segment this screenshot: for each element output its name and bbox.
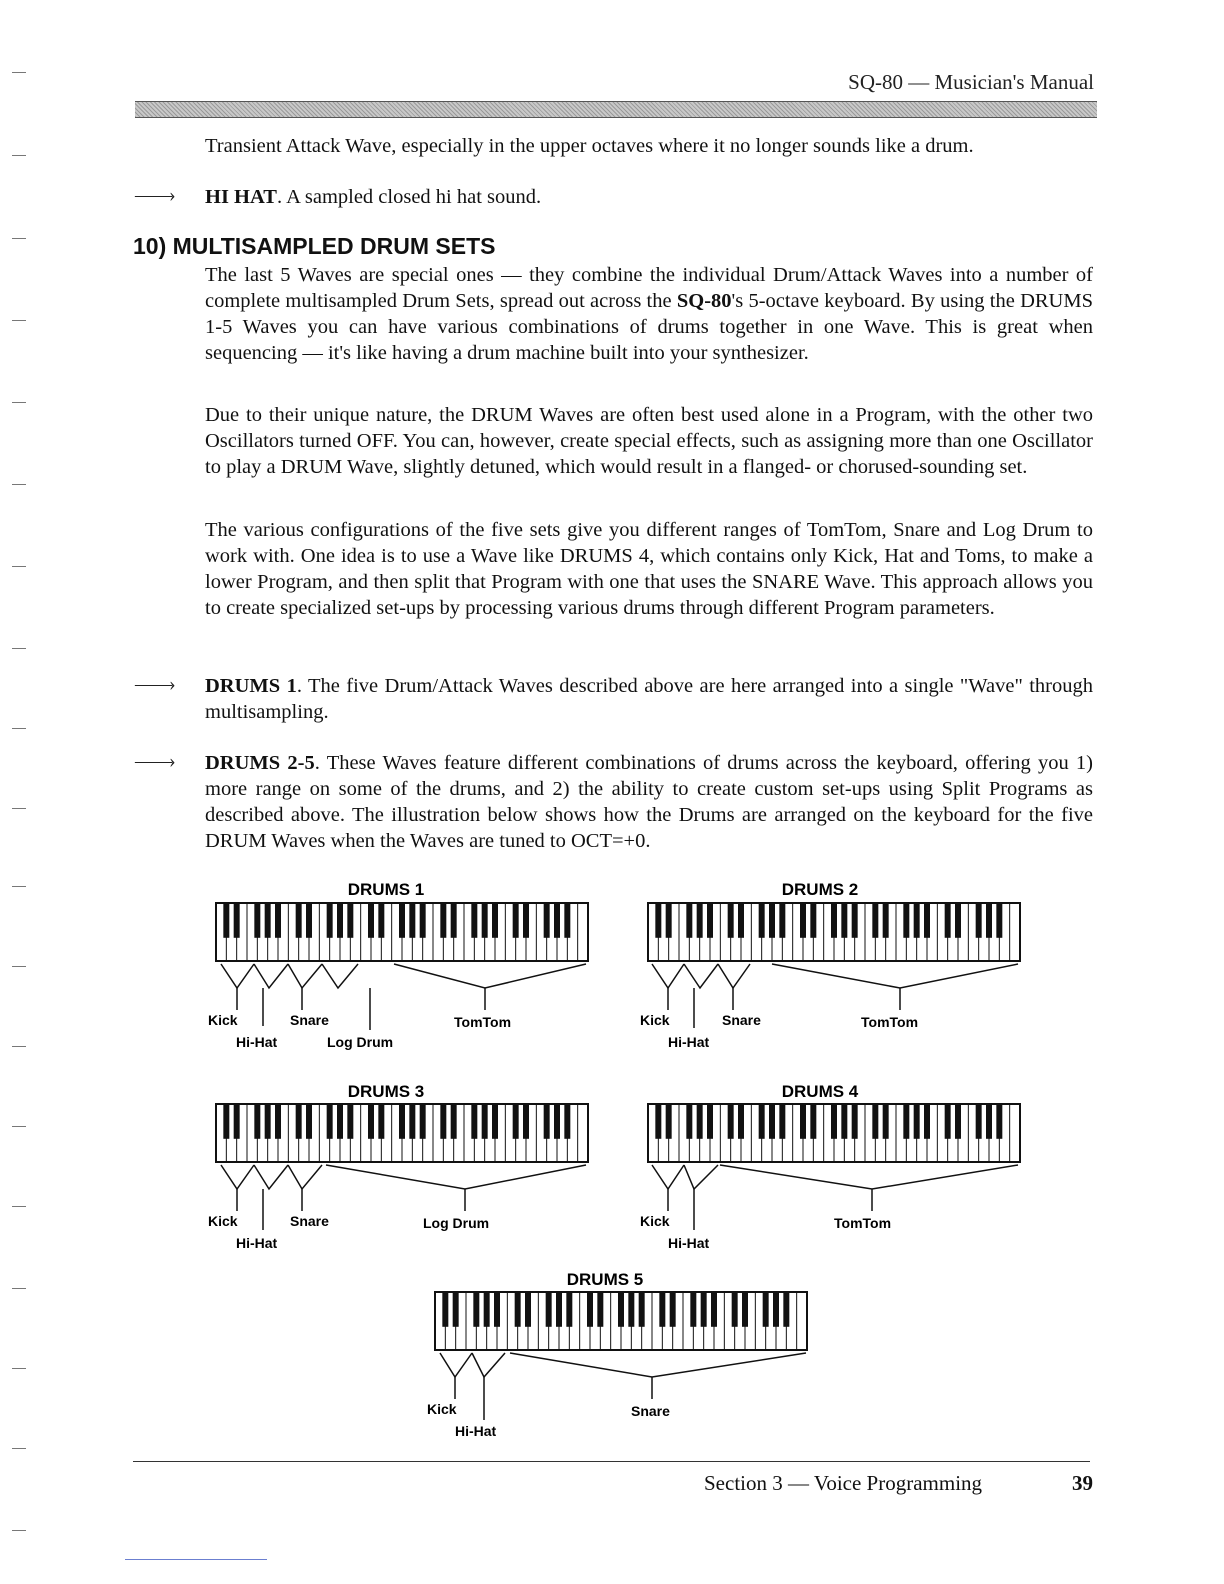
drums-1-term: DRUMS 1 xyxy=(205,675,297,697)
drums-1-label-snare: Snare xyxy=(290,1012,329,1028)
paragraph-configurations: The various configurations of the five sets give you different ranges of TomTom, Snare and Log Drum to work with. One idea is to use a Wave like DRUMS 4, which contains only Kick, Hat and Toms, to make a lower Program, and then split that Program with one that uses the SNARE Wave. This approach allows you to create specialized set-ups by processing various drums through different Program parameters. xyxy=(205,519,1093,619)
black-key xyxy=(484,1292,490,1327)
black-key xyxy=(759,1104,765,1139)
arrow-icon: ——› xyxy=(135,184,173,206)
black-key xyxy=(440,1104,446,1139)
black-key xyxy=(773,1292,779,1327)
black-key xyxy=(347,1104,353,1139)
black-key xyxy=(306,903,312,938)
hi-hat-text: . A sampled closed hi hat sound. xyxy=(276,186,542,208)
black-key xyxy=(872,903,878,938)
drums-1-label-tomtom: TomTom xyxy=(454,1014,512,1030)
drums-2-diagram xyxy=(640,880,1020,1050)
black-key xyxy=(707,903,713,938)
black-key xyxy=(659,1292,665,1327)
black-key xyxy=(914,1104,920,1139)
black-key xyxy=(769,1104,775,1139)
black-key xyxy=(420,903,426,938)
black-key xyxy=(254,1104,260,1139)
black-key xyxy=(810,1104,816,1139)
header-bar xyxy=(135,101,1097,118)
black-key xyxy=(986,1104,992,1139)
black-key xyxy=(903,1104,909,1139)
black-key xyxy=(492,1104,498,1139)
drums-3-title: DRUMS 3 xyxy=(347,1082,425,1101)
section-title: 10) MULTISAMPLED DRUM SETS xyxy=(133,233,496,259)
black-key xyxy=(368,1104,374,1139)
drums-1-diagram xyxy=(208,880,588,1050)
drums-5-label-hi-hat: Hi-Hat xyxy=(455,1423,497,1439)
black-key xyxy=(556,1292,562,1327)
black-key xyxy=(420,1104,426,1139)
black-key xyxy=(234,903,240,938)
hi-hat-term: HI HAT xyxy=(205,186,277,208)
intro-paragraph: Transient Attack Wave, especially in the upper octaves where it no longer sounds like a drum. xyxy=(205,135,974,157)
black-key xyxy=(976,1104,982,1139)
black-key xyxy=(707,1104,713,1139)
drums-5-label-snare: Snare xyxy=(631,1403,670,1419)
black-key xyxy=(728,903,734,938)
black-key xyxy=(368,903,374,938)
black-key xyxy=(378,903,384,938)
black-key xyxy=(769,903,775,938)
black-key xyxy=(759,903,765,938)
arrow-icon: ——› xyxy=(135,673,173,695)
arrow-icon: ——› xyxy=(135,750,173,772)
drums-2-label-snare: Snare xyxy=(722,1012,761,1028)
para1-before: The last 5 Waves are special ones — they combine the individual Drum/Attack Waves into a number of complete multisampled Drum Sets, spread out across the xyxy=(205,264,1093,312)
black-key xyxy=(655,903,661,938)
black-key xyxy=(666,1104,672,1139)
paragraph-drum-waves-usage: Due to their unique nature, the DRUM Waves are often best used alone in a Program, with the other two Oscillators turned OFF. You can, however, create special effects, such as assigning more than one Oscillator to play a DRUM Wave, slightly detuned, which would result in a flanged- or chorused-sounding set. xyxy=(205,404,1093,478)
black-key xyxy=(831,903,837,938)
black-key xyxy=(513,903,519,938)
footer-section: Section 3 — Voice Programming xyxy=(704,1471,983,1495)
black-key xyxy=(945,1104,951,1139)
black-key xyxy=(686,1104,692,1139)
black-key xyxy=(296,1104,302,1139)
black-key xyxy=(742,1292,748,1327)
black-key xyxy=(223,903,229,938)
drums-5-diagram xyxy=(427,1270,807,1439)
black-key xyxy=(697,1104,703,1139)
black-key xyxy=(670,1292,676,1327)
drums-2-title: DRUMS 2 xyxy=(781,880,859,899)
black-key xyxy=(566,1292,572,1327)
black-key xyxy=(513,1104,519,1139)
drums-1-text: . The five Drum/Attack Waves described above are here arranged into a single "Wave" through multisampling. xyxy=(205,675,1093,723)
black-key xyxy=(701,1292,707,1327)
page-number: 39 xyxy=(1072,1471,1093,1495)
black-key xyxy=(779,1104,785,1139)
black-key xyxy=(327,1104,333,1139)
drums-3-label-snare: Snare xyxy=(290,1213,329,1229)
black-key xyxy=(525,1292,531,1327)
black-key xyxy=(347,903,353,938)
black-key xyxy=(554,903,560,938)
black-key xyxy=(618,1292,624,1327)
black-key xyxy=(655,1104,661,1139)
drums-2-5-text: . These Waves feature different combinations of drums across the keyboard, offering you 1) more range on some of the drums, and 2) the ability to create custom set-ups using Split Programs as described above. The illustration below shows how the Drums are arranged on the keyboard for the five DRUM Waves when the Waves are tuned to OCT=+0. xyxy=(205,752,1094,852)
drum-keyboard-figure xyxy=(200,870,1040,1450)
black-key xyxy=(800,903,806,938)
black-key xyxy=(378,1104,384,1139)
black-key xyxy=(831,1104,837,1139)
drums-3-keyboard xyxy=(216,1104,588,1162)
drums-1-label-hi-hat: Hi-Hat xyxy=(236,1034,278,1050)
drums-5-keyboard xyxy=(435,1292,807,1350)
drums-2-5-item xyxy=(205,750,1093,854)
black-key xyxy=(883,1104,889,1139)
drums-4-keyboard xyxy=(648,1104,1020,1162)
black-key xyxy=(554,1104,560,1139)
black-key xyxy=(711,1292,717,1327)
drums-3-label-log-drum: Log Drum xyxy=(423,1215,490,1231)
black-key xyxy=(955,903,961,938)
black-key xyxy=(482,1104,488,1139)
drums-5-title: DRUMS 5 xyxy=(566,1270,644,1289)
para1-after: 's 5-octave keyboard. By using the DRUMS 1-5 Waves you can have various combinations of drums together in one Wave. This is great when sequencing — it's like having a drum machine built into your synthesizer. xyxy=(205,290,1093,364)
black-key xyxy=(494,1292,500,1327)
black-key xyxy=(265,903,271,938)
black-key xyxy=(779,903,785,938)
black-key xyxy=(903,903,909,938)
black-key xyxy=(639,1292,645,1327)
drums-3-diagram xyxy=(208,1082,588,1251)
black-key xyxy=(471,1104,477,1139)
black-key xyxy=(841,1104,847,1139)
black-key xyxy=(996,903,1002,938)
drum-keyboard-diagrams xyxy=(200,870,1040,1450)
paragraph-multisampled-intro xyxy=(205,262,1093,366)
black-key xyxy=(492,903,498,938)
black-key xyxy=(473,1292,479,1327)
black-key xyxy=(945,903,951,938)
drums-1-title: DRUMS 1 xyxy=(347,880,425,899)
drums-4-label-kick: Kick xyxy=(640,1213,670,1229)
black-key xyxy=(223,1104,229,1139)
black-key xyxy=(872,1104,878,1139)
black-key xyxy=(924,903,930,938)
black-key xyxy=(783,1292,789,1327)
black-key xyxy=(852,1104,858,1139)
black-key xyxy=(587,1292,593,1327)
black-key xyxy=(800,1104,806,1139)
black-key xyxy=(628,1292,634,1327)
black-key xyxy=(841,903,847,938)
black-key xyxy=(976,903,982,938)
black-key xyxy=(597,1292,603,1327)
black-key xyxy=(442,1292,448,1327)
black-key xyxy=(697,903,703,938)
black-key xyxy=(265,1104,271,1139)
drums-5-label-kick: Kick xyxy=(427,1401,457,1417)
black-key xyxy=(852,903,858,938)
drums-2-keyboard xyxy=(648,903,1020,961)
drums-4-label-tomtom: TomTom xyxy=(834,1215,892,1231)
drums-4-diagram xyxy=(640,1082,1020,1251)
drums-4-label-hi-hat: Hi-Hat xyxy=(668,1235,710,1251)
black-key xyxy=(337,1104,343,1139)
drums-1-item xyxy=(205,673,1093,725)
black-key xyxy=(732,1292,738,1327)
black-key xyxy=(564,1104,570,1139)
drums-2-label-tomtom: TomTom xyxy=(861,1014,919,1030)
black-key xyxy=(564,903,570,938)
black-key xyxy=(763,1292,769,1327)
black-key xyxy=(409,903,415,938)
black-key xyxy=(546,1292,552,1327)
black-key xyxy=(883,903,889,938)
black-key xyxy=(451,903,457,938)
black-key xyxy=(409,1104,415,1139)
footer-rule xyxy=(133,1461,1090,1462)
black-key xyxy=(327,903,333,938)
black-key xyxy=(914,903,920,938)
black-key xyxy=(275,903,281,938)
black-key xyxy=(453,1292,459,1327)
black-key xyxy=(955,1104,961,1139)
drums-4-title: DRUMS 4 xyxy=(781,1082,859,1101)
black-key xyxy=(275,1104,281,1139)
black-key xyxy=(986,903,992,938)
black-key xyxy=(471,903,477,938)
black-key xyxy=(399,903,405,938)
black-key xyxy=(728,1104,734,1139)
black-key xyxy=(306,1104,312,1139)
black-key xyxy=(810,903,816,938)
black-key xyxy=(234,1104,240,1139)
black-key xyxy=(254,903,260,938)
black-key xyxy=(686,903,692,938)
drums-3-label-kick: Kick xyxy=(208,1213,238,1229)
scan-artifact-line xyxy=(125,1559,267,1560)
black-key xyxy=(738,1104,744,1139)
drums-2-label-kick: Kick xyxy=(640,1012,670,1028)
drums-2-5-term: DRUMS 2-5 xyxy=(205,752,315,774)
black-key xyxy=(482,903,488,938)
black-key xyxy=(515,1292,521,1327)
hi-hat-item xyxy=(205,184,1093,210)
scan-margin-ticks xyxy=(12,0,32,1584)
black-key xyxy=(544,1104,550,1139)
black-key xyxy=(440,903,446,938)
drums-2-label-hi-hat: Hi-Hat xyxy=(668,1034,710,1050)
drums-1-label-log-drum: Log Drum xyxy=(327,1034,394,1050)
black-key xyxy=(738,903,744,938)
drums-1-keyboard xyxy=(216,903,588,961)
black-key xyxy=(544,903,550,938)
black-key xyxy=(296,903,302,938)
drums-1-label-kick: Kick xyxy=(208,1012,238,1028)
black-key xyxy=(690,1292,696,1327)
sq80-bold: SQ-80 xyxy=(676,290,732,312)
black-key xyxy=(523,1104,529,1139)
drums-3-label-hi-hat: Hi-Hat xyxy=(236,1235,278,1251)
black-key xyxy=(451,1104,457,1139)
black-key xyxy=(399,1104,405,1139)
black-key xyxy=(337,903,343,938)
black-key xyxy=(996,1104,1002,1139)
black-key xyxy=(924,1104,930,1139)
black-key xyxy=(523,903,529,938)
black-key xyxy=(666,903,672,938)
running-head: SQ-80 — Musician's Manual xyxy=(848,70,1094,94)
